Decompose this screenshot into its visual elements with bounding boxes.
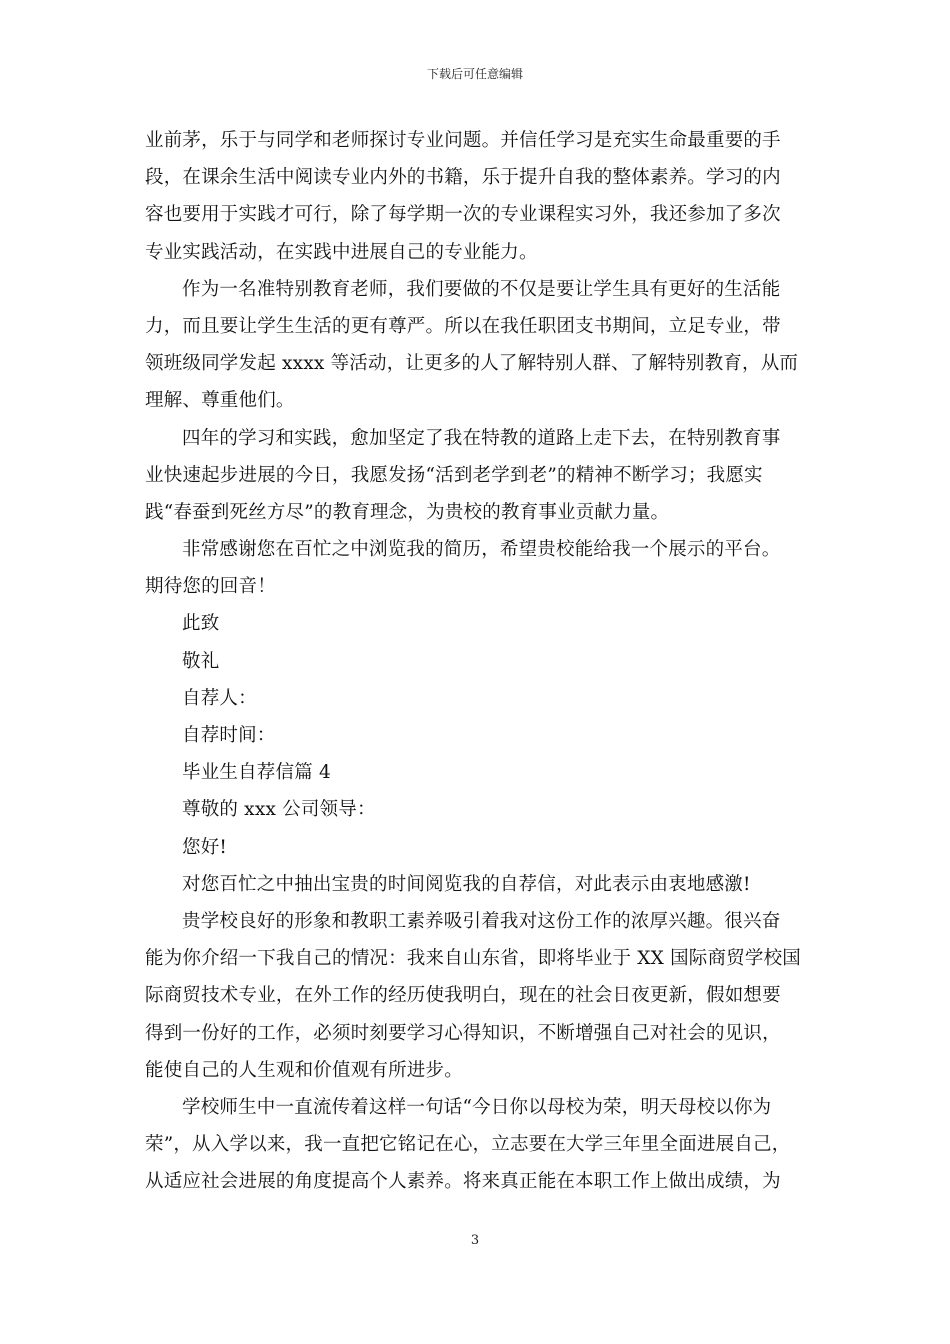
- text-line: 自荐时间：: [182, 725, 276, 746]
- page-number: 3: [470, 1233, 480, 1248]
- text-line: 从适应社会进展的角度提高个人素养。将来真正能在本职工作上做出成绩，为: [145, 1171, 781, 1193]
- text-line: 专业实践活动，在实践中进展自己的专业能力。: [145, 241, 538, 263]
- text-line: 此致: [182, 613, 220, 635]
- text-line: 理解、尊重他们。: [145, 390, 295, 412]
- text-line: 得到一份好的工作，必须时刻要学习心得知识，不断增强自己对社会的见识，: [145, 1022, 781, 1044]
- text-line: 业快速起步进展的今日，我愿发扬“活到老学到老”的精神不断学习；我愿实: [145, 464, 763, 486]
- text-line: 敬礼: [182, 650, 220, 672]
- text-line: 对您百忙之中抽出宝贵的时间阅览我的自荐信，对此表示由衷地感激!: [182, 873, 751, 895]
- text-line: 毕业生自荐信篇 4: [182, 762, 331, 784]
- text-line: 贵学校良好的形象和教职工素养吸引着我对这份工作的浓厚兴趣。很兴奋: [182, 910, 781, 932]
- text-line: 能使自己的人生观和价值观有所进步。: [145, 1059, 463, 1081]
- text-line: 荣”，从入学以来，我一直把它铭记在心，立志要在大学三年里全面进展自己，: [145, 1134, 791, 1156]
- text-line: 能为你介绍一下我自己的情况：我来自山东省，即将毕业于 XX 国际商贸学校国: [145, 948, 802, 970]
- text-line: 学校师生中一直流传着这样一句话“今日你以母校为荣，明天母校以你为: [182, 1096, 772, 1118]
- text-line: 领班级同学发起 xxxx 等活动，让更多的人了解特别人群、了解特别教育，从而: [145, 353, 799, 375]
- text-line: 非常感谢您在百忙之中浏览我的简历，希望贵校能给我一个展示的平台。: [182, 539, 781, 561]
- page-header: 下载后可任意编辑: [426, 67, 523, 81]
- text-line: 尊敬的 xxx 公司领导：: [182, 799, 376, 821]
- document-body: [145, 122, 815, 1200]
- text-line: 容也要用于实践才可行，除了每学期一次的专业课程实习外，我还参加了多次: [145, 204, 781, 226]
- text-line: 力，而且要让学生生活的更有尊严。所以在我任职团支书期间，立足专业，带: [145, 315, 781, 337]
- text-line: 自荐人：: [182, 687, 257, 709]
- text-line: 践“春蚕到死丝方尽”的教育理念，为贵校的教育事业贡献力量。: [145, 501, 670, 523]
- text-line: 作为一名准特别教育老师，我们要做的不仅是要让学生具有更好的生活能: [182, 278, 781, 300]
- text-line: 四年的学习和实践，愈加坚定了我在特教的道路上走下去，在特别教育事: [182, 427, 781, 449]
- text-line: 您好!: [182, 836, 228, 858]
- text-line: 业前茅，乐于与同学和老师探讨专业问题。并信任学习是充实生命最重要的手: [145, 130, 781, 151]
- text-line: 段，在课余生活中阅读专业内外的书籍，乐于提升自我的整体素养。学习的内: [145, 167, 781, 189]
- text-line: 际商贸技术专业，在外工作的经历使我明白，现在的社会日夜更新，假如想要: [145, 985, 781, 1007]
- text-line: 期待您的回音！: [145, 576, 276, 598]
